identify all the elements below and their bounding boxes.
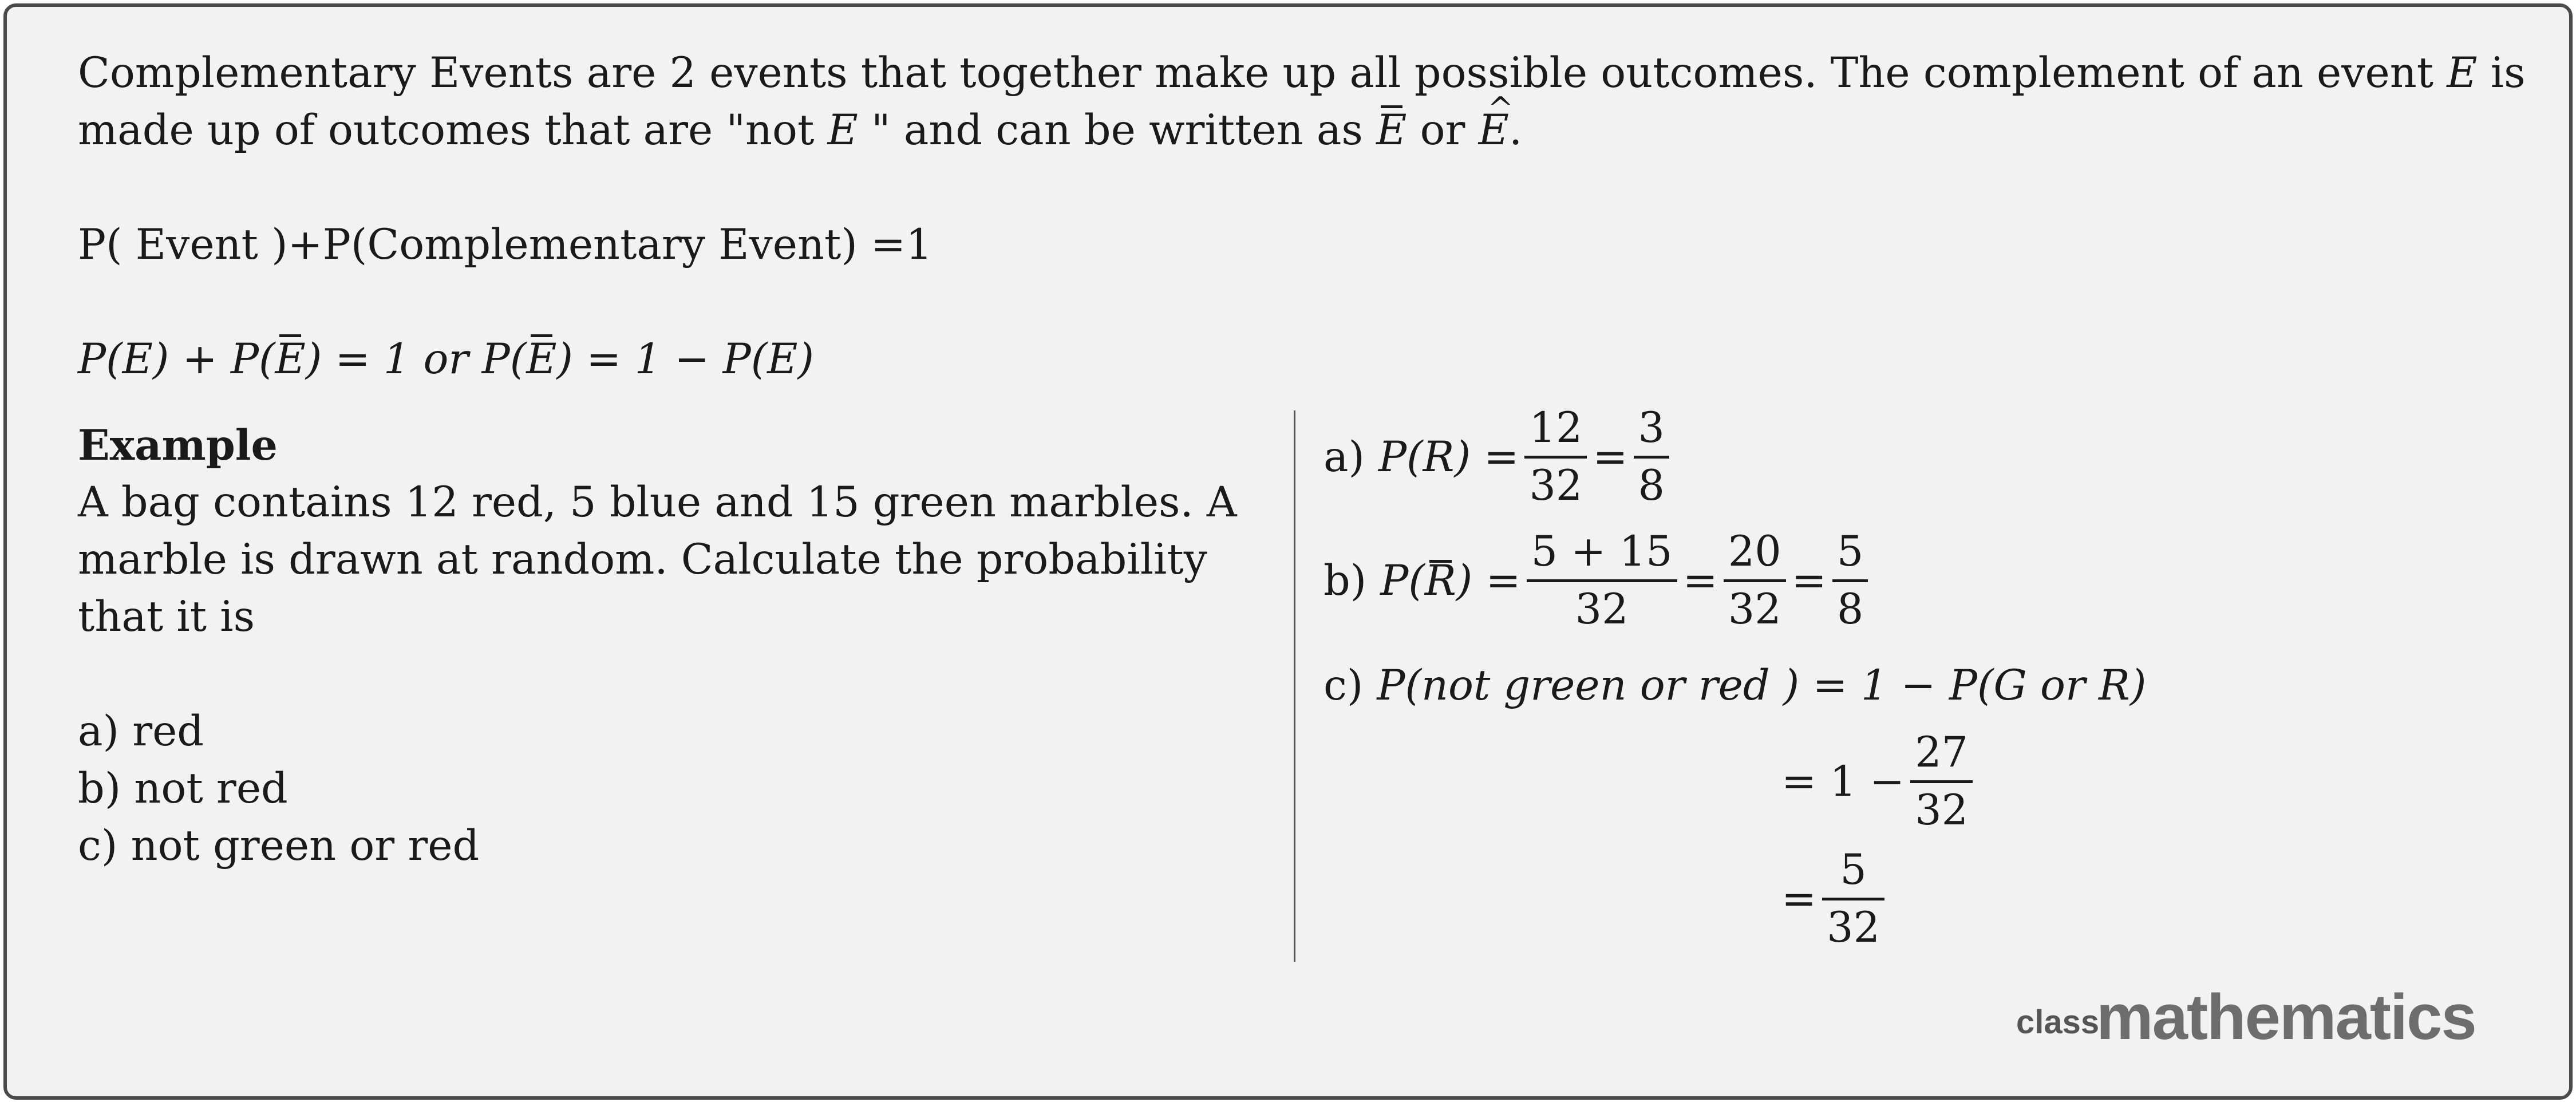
intro-line-1: Complementary Events are 2 events that together make up all possible outcomes. The complement of an event E is: [78, 49, 2526, 97]
example-item-a: a) red: [78, 707, 204, 756]
intro-line-2: made up of outcomes that are "not E " and can be written as E or ^ E.: [78, 102, 1522, 159]
solution-c: c) P(not green or red ) = 1 − P(G or R): [1323, 661, 2147, 710]
fraction: $\frac{12}{32}$: [1524, 401, 1587, 514]
fraction: $\frac{5 + 15}{32}$: [1527, 524, 1677, 637]
fraction: $\frac{20}{32}$: [1724, 524, 1786, 637]
solution-c-step-2: = $\frac{5}{32}$: [1781, 843, 1890, 955]
rule-text: P( Event )+P(Complementary Event) =1: [78, 220, 933, 269]
example-heading: Example: [78, 421, 278, 470]
fraction: $\frac{27}{32}$: [1910, 725, 1973, 838]
example-item-c: c) not green or red: [78, 821, 480, 870]
example-item-b: b) not red: [78, 764, 288, 813]
example-line-1: A bag contains 12 red, 5 blue and 15 green marbles. A: [78, 478, 1237, 527]
fraction: $\frac{5}{32}$: [1822, 843, 1884, 955]
solution-b: b) P( R ) = $\frac{5 + 15}{32}$ = $\frac{20}{32}$ = $\frac{5}{8}$: [1323, 524, 1874, 637]
complement-formula: P(E) + P(E) = 1 or P(E) = 1 − P(E): [78, 331, 814, 388]
fraction: $\frac{3}{8}$: [1634, 401, 1669, 514]
solution-a: a) P(R) = $\frac{12}{32}$ = $\frac{3}{8}$: [1323, 401, 1675, 514]
class-mathematics-logo: class mathematics: [2016, 981, 2476, 1053]
column-divider: [1294, 410, 1295, 962]
example-line-3: that it is: [78, 593, 255, 641]
fraction: $\frac{5}{8}$: [1832, 524, 1868, 637]
content-card: [3, 3, 2573, 1100]
solution-c-step-1: = 1 − $\frac{27}{32}$: [1781, 725, 1978, 838]
example-line-2: marble is drawn at random. Calculate the probability: [78, 535, 1207, 584]
